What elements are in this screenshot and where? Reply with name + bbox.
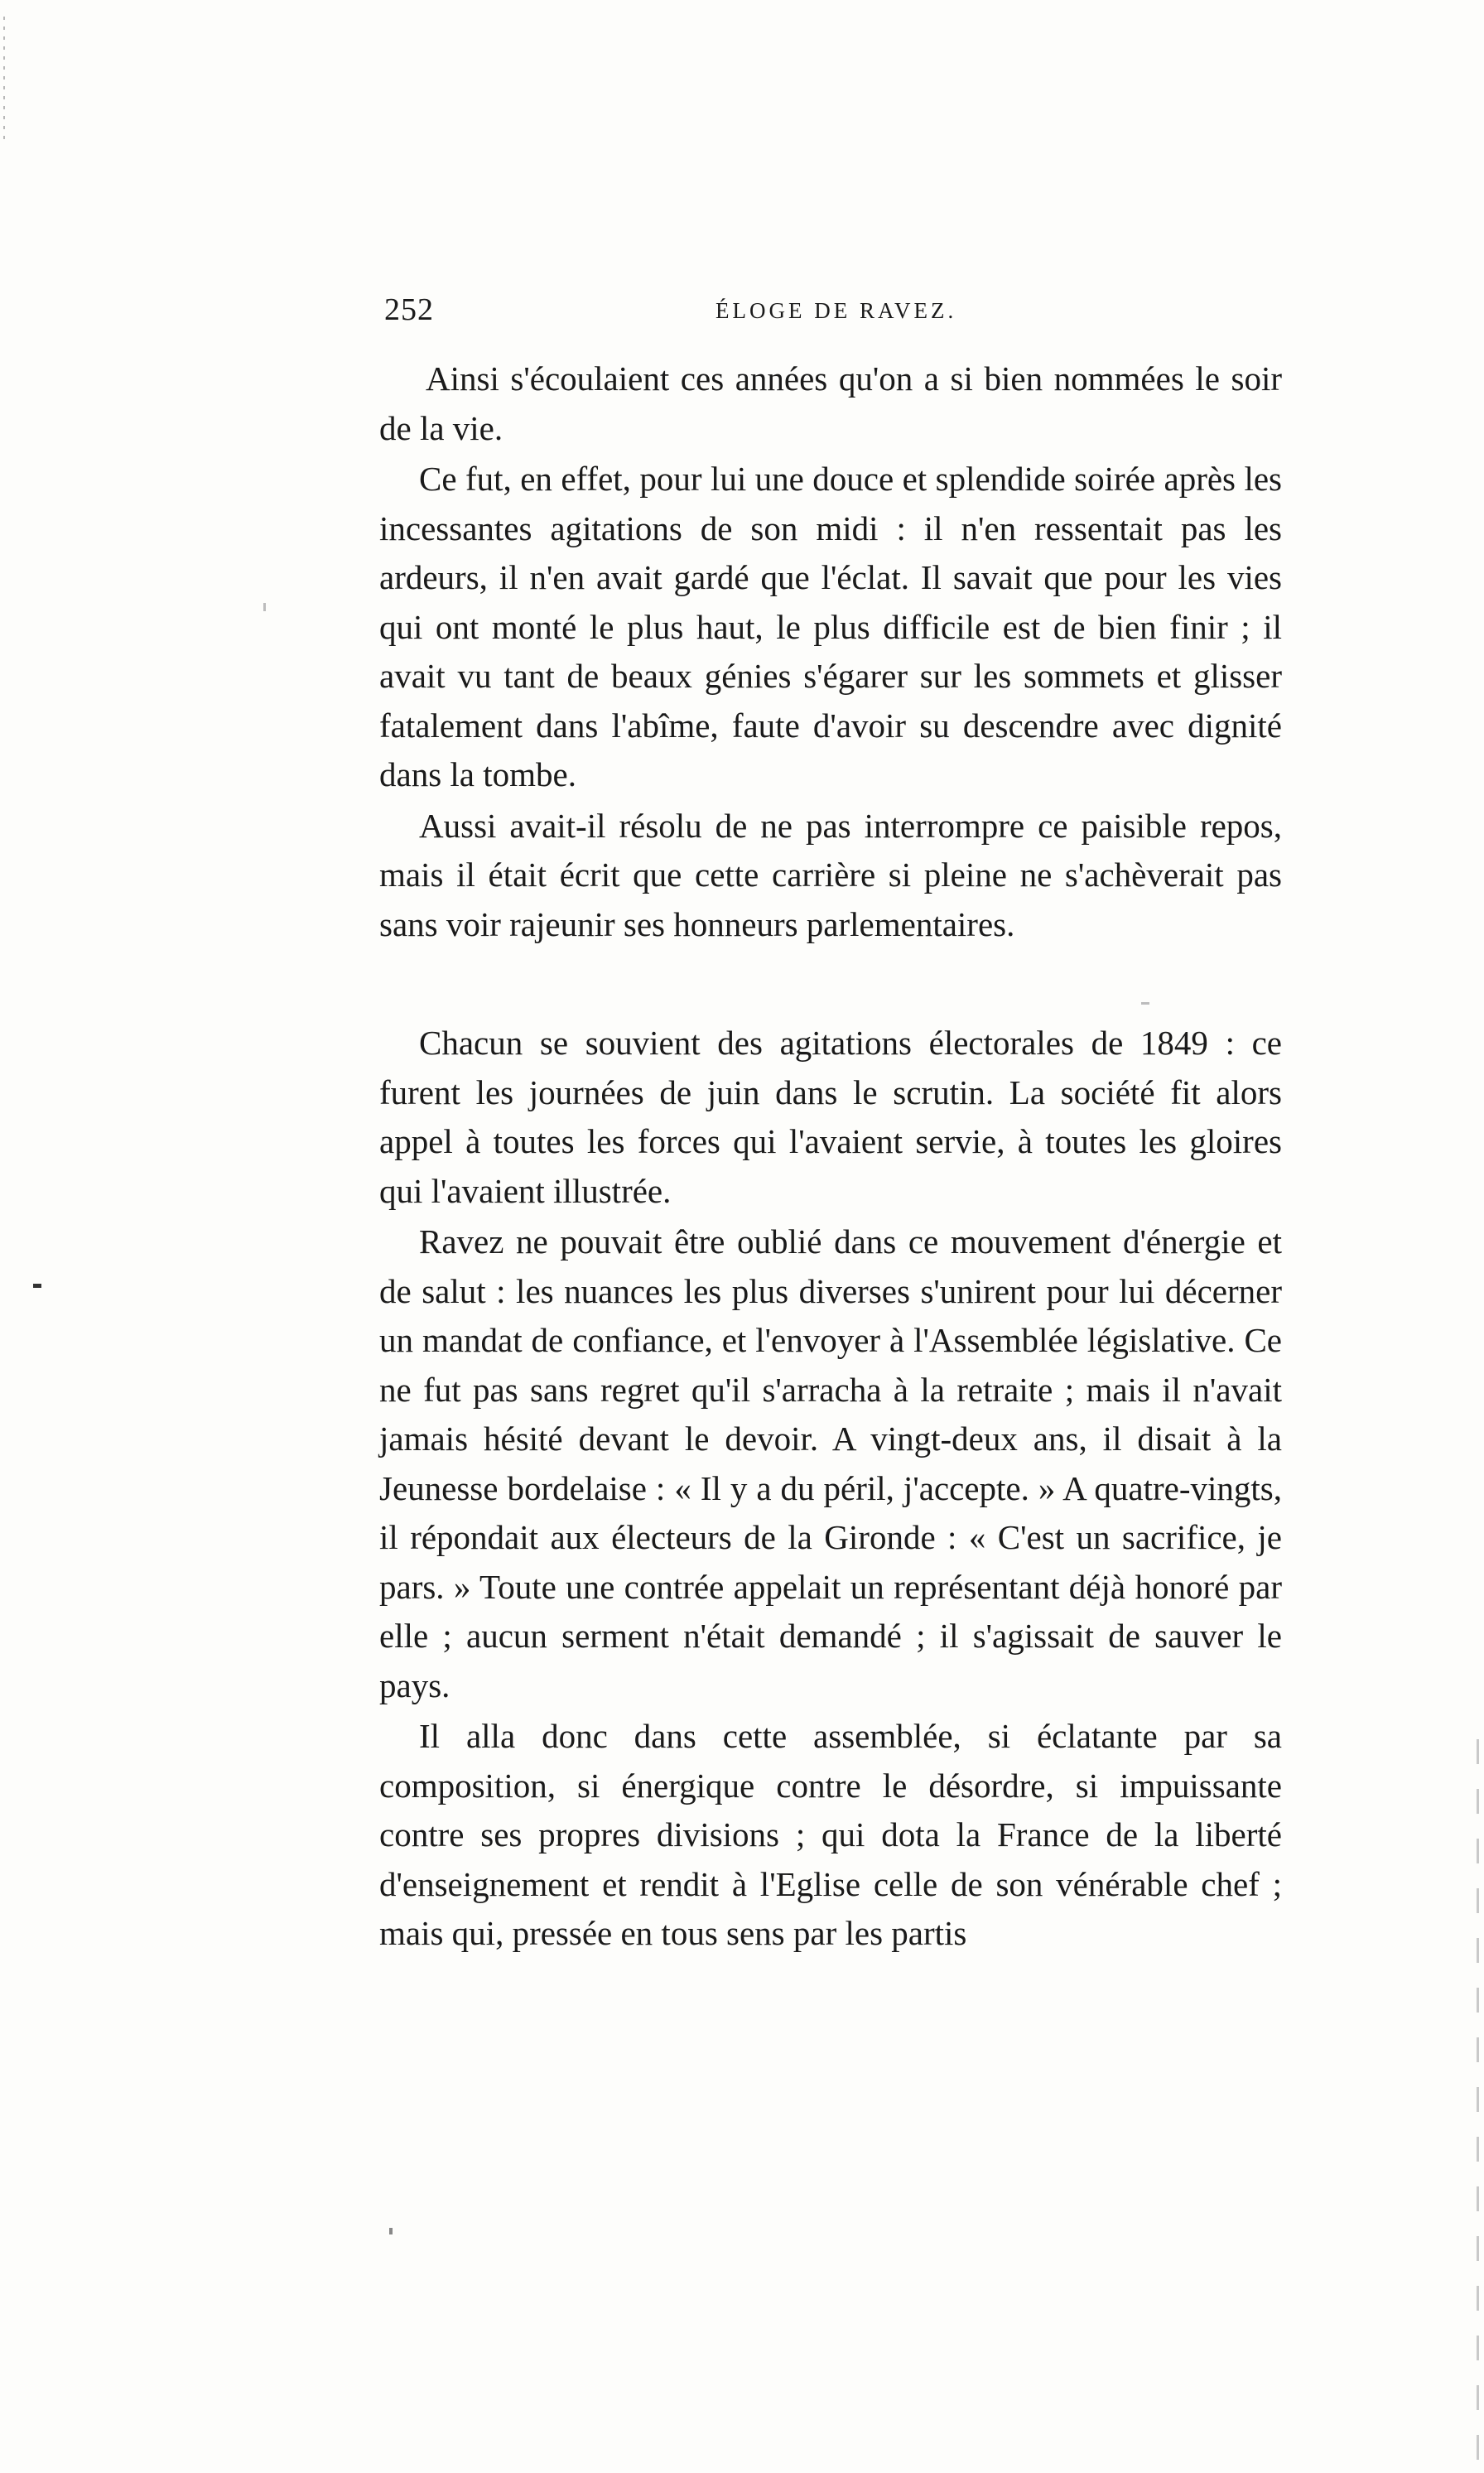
paragraph: Aussi avait-il résolu de ne pas interrompre ce paisible repos, mais il était écrit que cette carrière si pleine ne s'achèverait pas sans voir rajeunir ses honneurs parlementaires.	[379, 806, 1282, 943]
text-section-1	[379, 354, 1282, 949]
scan-edge-mark	[3, 17, 5, 141]
paragraph: Ainsi s'écoulaient ces années qu'on a si bien nommées le soir de la vie.	[379, 359, 1282, 447]
page-header	[384, 292, 1279, 341]
scan-speck	[1141, 1002, 1149, 1005]
scan-speck	[389, 2228, 393, 2234]
text-section-2	[379, 1019, 1282, 1959]
paragraph: Ravez ne pouvait être oublié dans ce mouvement d'énergie et de salut : les nuances les plus diverses s'unirent pour lui décerner un mandat de confiance, et l'envoyer à l'Assemblée législative. Ce ne fut pas sans regret qu'il s'arracha à la retraite ; mais il n'avait jamais hésité devant le devoir. A vingt-deux ans, il disait à la Jeunesse bordelaise : « Il y a du péril, j'accepte. » A quatre-vingts, il répondait aux électeurs de la Gironde : « C'est un sacrifice, je pars. » Toute une contrée appelait un représentant déjà honoré par elle ; aucun serment n'était demandé ; il s'agissait de sauver le pays.	[379, 1222, 1282, 1704]
paragraph: Ce fut, en effet, pour lui une douce et splendide soirée après les incessantes agitations de son midi : il n'en ressentait pas les ardeurs, il n'en avait gardé que l'éclat. Il savait que pour les vies qui ont monté le plus haut, le plus difficile est de bien finir ; il avait vu tant de beaux génies s'égarer sur les sommets et glisser fatalement dans l'abîme, faute d'avoir su descendre avec dignité dans la tombe.	[379, 460, 1282, 793]
scan-speck	[263, 603, 266, 611]
paragraph: Il alla donc dans cette assemblée, si éclatante par sa composition, si énergique contre le désordre, si impuissante contre ses propres divisions ; qui dota la France de la liberté d'enseignement et rendit à l'Eglise celle de son vénérable chef ; mais qui, pressée en tous sens par les partis	[379, 1717, 1282, 1952]
running-head: ÉLOGE DE RAVEZ.	[716, 298, 957, 323]
scan-edge-mark	[1477, 1739, 1479, 2468]
scan-speck	[33, 1284, 41, 1288]
paragraph: Chacun se souvient des agitations électorales de 1849 : ce furent les journées de juin dans le scrutin. La société fit alors appel à toutes les forces qui l'avaient servie, à toutes les gloires qui l'avaient illustrée.	[379, 1024, 1282, 1210]
page-number: 252	[384, 292, 434, 327]
